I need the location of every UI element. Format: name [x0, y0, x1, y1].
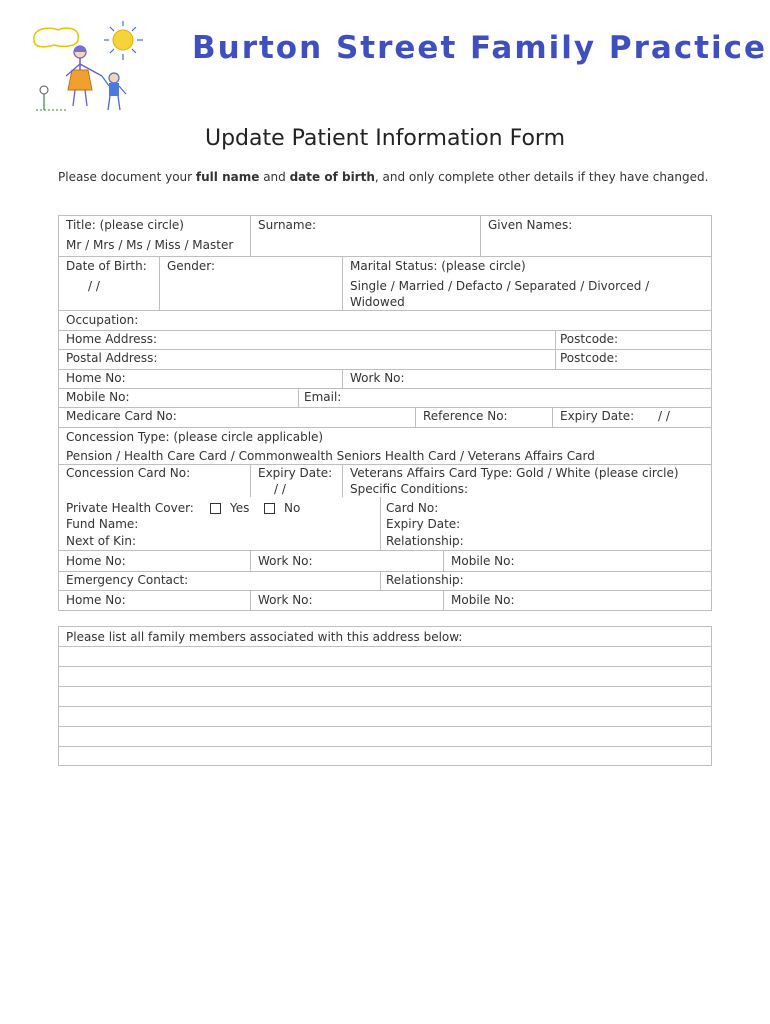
postal-address-label[interactable]: Postal Address:: [66, 351, 158, 365]
relationship-1-label[interactable]: Relationship:: [386, 534, 464, 548]
intro-after: , and only complete other details if they have changed.: [374, 170, 709, 184]
concession-options[interactable]: Pension / Health Care Card / Commonwealth Seniors Health Card / Veterans Affairs Card: [66, 449, 595, 463]
work-no-1-label[interactable]: Work No:: [350, 371, 405, 385]
gender-label[interactable]: Gender:: [167, 259, 216, 273]
dob-label[interactable]: Date of Birth:: [66, 259, 147, 273]
work-no-2-label[interactable]: Work No:: [258, 554, 313, 568]
given-names-label[interactable]: Given Names:: [488, 218, 573, 232]
concession-card-label[interactable]: Concession Card No:: [66, 466, 191, 480]
home-no-3-label[interactable]: Home No:: [66, 593, 126, 607]
expiry-2-slashes: / /: [274, 482, 286, 496]
yes-checkbox[interactable]: [210, 503, 221, 514]
va-card-type-label[interactable]: Veterans Affairs Card Type: Gold / White (please circle): [350, 466, 679, 480]
family-members-table: [58, 626, 712, 766]
no-checkbox[interactable]: [264, 503, 275, 514]
email-label[interactable]: Email:: [304, 390, 342, 404]
practice-logo: [28, 18, 148, 118]
form-title: Update Patient Information Form: [204, 126, 566, 151]
family-members-label: Please list all family members associated with this address below:: [66, 630, 463, 644]
intro-text: [58, 170, 718, 184]
no-label: No: [284, 501, 301, 515]
work-no-3-label[interactable]: Work No:: [258, 593, 313, 607]
surname-label[interactable]: Surname:: [258, 218, 317, 232]
intro-full-name: full name: [195, 170, 260, 184]
postcode-2-label[interactable]: Postcode:: [560, 351, 619, 365]
mobile-no-1-label[interactable]: Mobile No:: [66, 390, 130, 404]
dob-slashes: / /: [88, 279, 100, 293]
medicare-label[interactable]: Medicare Card No:: [66, 409, 177, 423]
next-of-kin-label[interactable]: Next of Kin:: [66, 534, 137, 548]
marital-options-1[interactable]: Single / Married / Defacto / Separated / Divorced /: [350, 279, 650, 293]
card-no-label[interactable]: Card No:: [386, 501, 439, 515]
marital-options-2[interactable]: Widowed: [350, 295, 405, 309]
private-health-label: Private Health Cover:: [66, 501, 194, 515]
marital-status-label: Marital Status: (please circle): [350, 259, 526, 273]
specific-conditions-label[interactable]: Specific Conditions:: [350, 482, 469, 496]
mobile-no-2-label[interactable]: Mobile No:: [451, 554, 515, 568]
title-options[interactable]: Mr / Mrs / Ms / Miss / Master: [66, 238, 234, 252]
postcode-1-label[interactable]: Postcode:: [560, 332, 619, 346]
home-no-1-label[interactable]: Home No:: [66, 371, 126, 385]
expiry-1-label[interactable]: Expiry Date:: [560, 409, 635, 423]
yes-label: Yes: [230, 501, 250, 515]
title-label: Title: (please circle): [66, 218, 184, 232]
relationship-2-label[interactable]: Relationship:: [386, 573, 464, 587]
family-table-lines: [58, 626, 712, 766]
concession-type-label: Concession Type: (please circle applicable): [66, 430, 324, 444]
practice-name: Burton Street Family Practice: [192, 30, 768, 66]
intro-dob: date of birth: [289, 170, 375, 184]
emergency-contact-label[interactable]: Emergency Contact:: [66, 573, 189, 587]
patient-details-table: [58, 215, 712, 611]
expiry-3-label[interactable]: Expiry Date:: [386, 517, 461, 531]
home-no-2-label[interactable]: Home No:: [66, 554, 126, 568]
occupation-label[interactable]: Occupation:: [66, 313, 139, 327]
reference-label[interactable]: Reference No:: [423, 409, 508, 423]
fund-name-label[interactable]: Fund Name:: [66, 517, 139, 531]
expiry-2-label[interactable]: Expiry Date:: [258, 466, 333, 480]
expiry-1-slashes: / /: [658, 409, 670, 423]
intro-mid: and: [259, 170, 290, 184]
intro-before: Please document your: [58, 170, 196, 184]
home-address-label[interactable]: Home Address:: [66, 332, 158, 346]
mobile-no-3-label[interactable]: Mobile No:: [451, 593, 515, 607]
